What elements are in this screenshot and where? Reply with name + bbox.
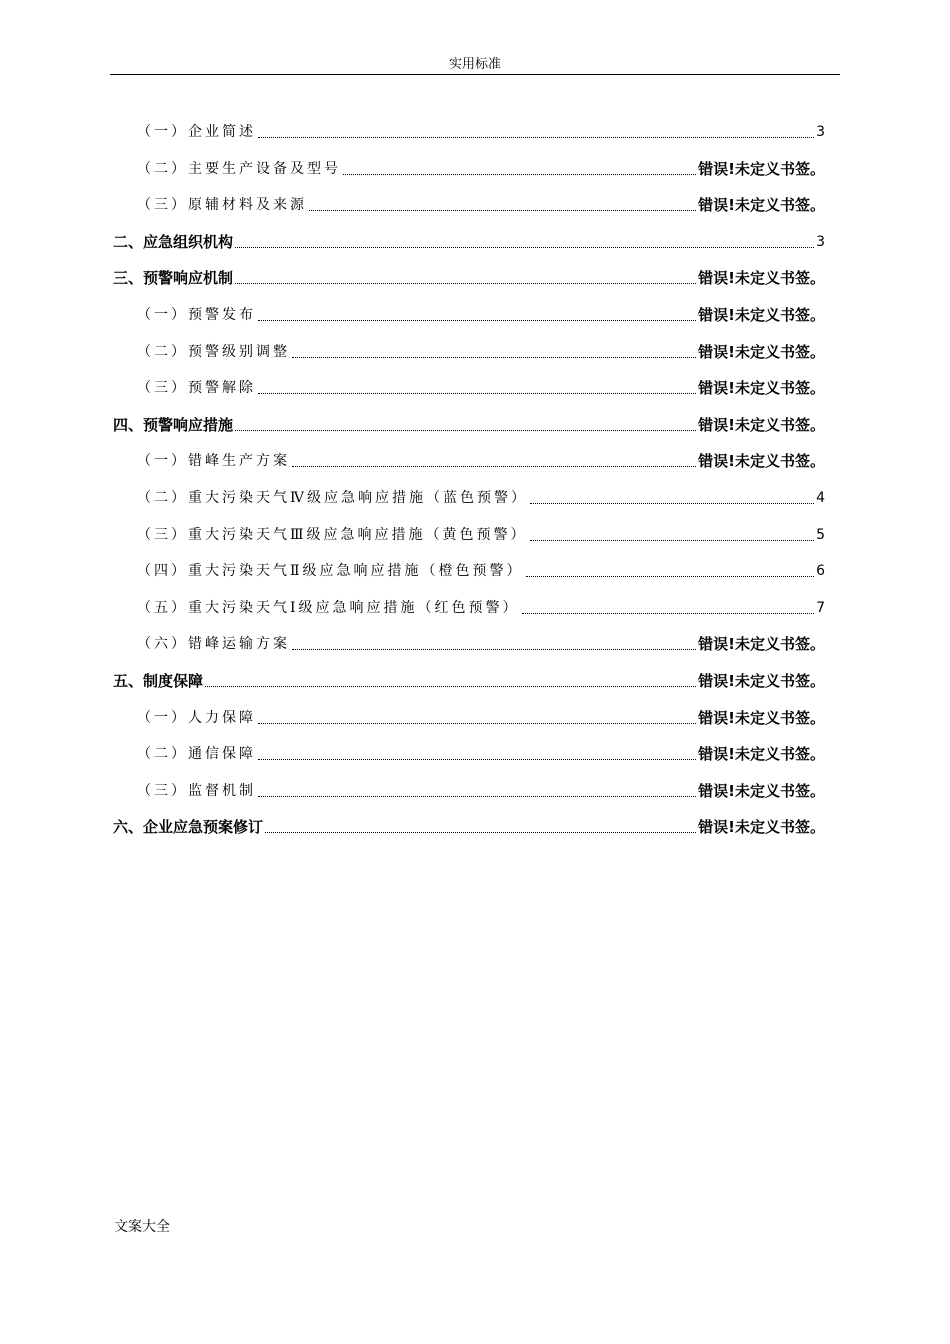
- toc-entry[interactable]: [113, 447, 825, 471]
- toc-entry-title: （三）预警解除: [137, 380, 256, 397]
- toc-entry[interactable]: [113, 704, 825, 728]
- toc-entry[interactable]: [113, 667, 825, 691]
- toc-entry-page: 错误!未定义书签。: [698, 781, 825, 800]
- toc-dot-leader: [530, 540, 815, 541]
- toc-entry[interactable]: [113, 411, 825, 435]
- toc-dot-leader: [235, 283, 696, 284]
- toc-entry-title: （一）错峰生产方案: [137, 453, 290, 470]
- toc-dot-leader: [292, 466, 696, 467]
- toc-entry[interactable]: [113, 118, 825, 142]
- toc-entry[interactable]: [113, 521, 825, 545]
- toc-entry[interactable]: [113, 374, 825, 398]
- toc-entry-page: 错误!未定义书签。: [698, 452, 825, 471]
- toc-entry-page: 错误!未定义书签。: [698, 745, 825, 764]
- toc-entry[interactable]: [113, 228, 825, 252]
- toc-entry[interactable]: [113, 557, 825, 581]
- toc-entry-page: 错误!未定义书签。: [698, 306, 825, 324]
- page-footer: [114, 1216, 170, 1236]
- toc-dot-leader: [522, 613, 815, 614]
- page-header: [110, 56, 840, 75]
- toc-entry-title: （二）预警级别调整: [137, 343, 290, 360]
- toc-entry-page: 4: [816, 490, 825, 506]
- toc-entry-page: 错误!未定义书签。: [698, 635, 825, 654]
- toc-dot-leader: [265, 832, 696, 833]
- toc-entry[interactable]: [113, 191, 825, 215]
- toc-entry-title: （三）重大污染天气Ⅲ级应急响应措施（黄色预警）: [137, 526, 528, 543]
- toc-entry-title: （六）错峰运输方案: [137, 636, 290, 653]
- toc-entry-title: （三）监督机制: [137, 782, 256, 799]
- toc-entry-title: （二）主要生产设备及型号: [137, 160, 341, 177]
- toc-dot-leader: [258, 320, 696, 321]
- toc-entry[interactable]: [113, 594, 825, 618]
- toc-entry-page: 6: [816, 563, 825, 580]
- toc-dot-leader: [526, 576, 815, 577]
- toc-entry[interactable]: [113, 813, 825, 837]
- toc-entry-page: 错误!未定义书签。: [698, 415, 825, 434]
- toc-entry-title: （二）重大污染天气Ⅳ级应急响应措施（蓝色预警）: [137, 490, 528, 506]
- toc-entry-page: 5: [816, 526, 825, 543]
- toc-entry-page: 3: [816, 233, 825, 250]
- toc-entry-page: 错误!未定义书签。: [698, 159, 825, 178]
- toc-entry[interactable]: [113, 740, 825, 764]
- toc-entry-page: 7: [816, 599, 825, 616]
- toc-entry-title: （三）原辅材料及来源: [137, 197, 307, 214]
- footer-text: 文案大全: [114, 1219, 170, 1235]
- toc-dot-leader: [292, 357, 696, 358]
- toc-entry-title: 三、预警响应机制: [113, 269, 234, 288]
- toc-entry-title: 二、应急组织机构: [113, 232, 234, 251]
- toc-dot-leader: [258, 723, 696, 724]
- toc-entry-page: 错误!未定义书签。: [698, 196, 825, 215]
- toc-entry[interactable]: [113, 630, 825, 654]
- toc-entry[interactable]: [113, 264, 825, 288]
- header-text: 实用标准: [448, 57, 501, 72]
- toc-entry-page: 错误!未定义书签。: [698, 672, 825, 690]
- toc-dot-leader: [530, 503, 814, 504]
- toc-dot-leader: [258, 796, 696, 797]
- toc-dot-leader: [292, 649, 696, 650]
- toc-entry-title: 六、企业应急预案修订: [113, 818, 264, 837]
- toc-entry-title: 五、制度保障: [113, 672, 204, 690]
- toc-entry-title: 四、预警响应措施: [113, 415, 234, 434]
- toc-entry[interactable]: [113, 777, 825, 801]
- toc-entry-title: （一）企业简述: [137, 124, 256, 140]
- toc-dot-leader: [205, 686, 696, 687]
- toc-entry-title: （五）重大污染天气Ⅰ级应急响应措施（红色预警）: [137, 599, 520, 616]
- toc-entry[interactable]: [113, 155, 825, 179]
- toc-dot-leader: [343, 174, 696, 175]
- toc-dot-leader: [309, 210, 696, 211]
- toc-dot-leader: [258, 393, 696, 394]
- toc-entry-page: 错误!未定义书签。: [698, 269, 825, 288]
- toc-entry[interactable]: [113, 338, 825, 362]
- toc-entry-title: （一）人力保障: [137, 709, 256, 726]
- toc-entry-title: （二）通信保障: [137, 746, 256, 763]
- toc-entry-title: （四）重大污染天气Ⅱ级应急响应措施（橙色预警）: [137, 563, 524, 580]
- toc-dot-leader: [258, 759, 696, 760]
- toc-entry-page: 错误!未定义书签。: [698, 708, 825, 727]
- toc-entry[interactable]: [113, 301, 825, 325]
- toc-entry[interactable]: [113, 484, 825, 508]
- toc-entry-title: （一）预警发布: [137, 307, 256, 323]
- toc-entry-page: 错误!未定义书签。: [698, 818, 825, 837]
- toc-dot-leader: [235, 430, 696, 431]
- toc-entry-page: 错误!未定义书签。: [698, 379, 825, 398]
- toc-entry-page: 3: [816, 124, 825, 140]
- toc-dot-leader: [235, 247, 814, 248]
- toc-dot-leader: [258, 137, 814, 138]
- toc-entry-page: 错误!未定义书签。: [698, 342, 825, 361]
